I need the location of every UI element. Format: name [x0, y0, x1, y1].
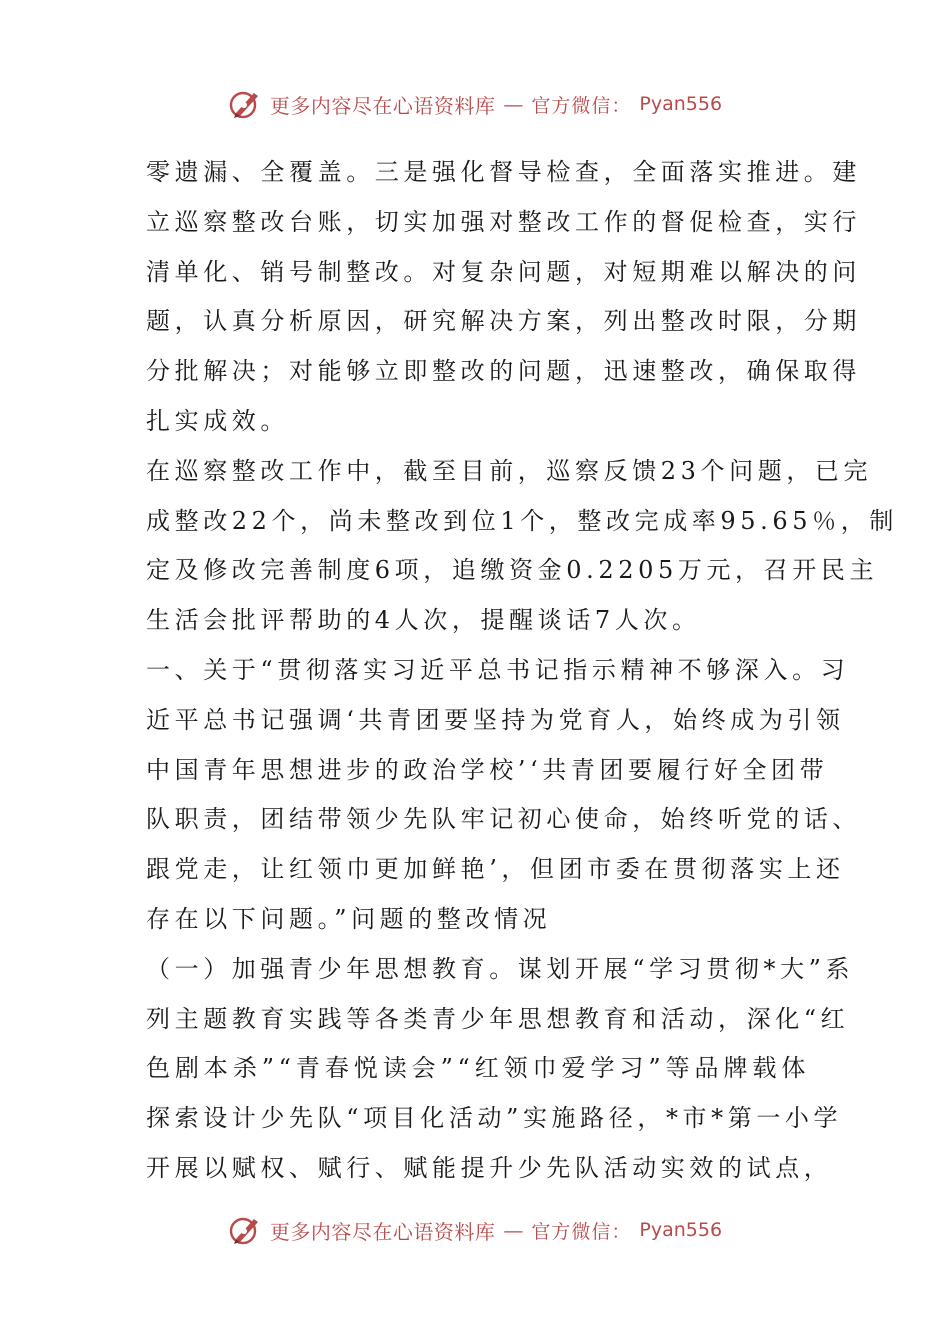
pen-logo-icon — [228, 87, 262, 121]
text-line: 生活会批评帮助的4人次，提醒谈话7人次。 — [146, 606, 701, 635]
text-line: 一、关于“贯彻落实习近平总书记指示精神不够深入。习 — [146, 655, 850, 684]
header-watermark — [0, 84, 950, 124]
watermark-dash: — — [503, 1218, 524, 1242]
text-line: 成整改22个，尚未整改到位1个，整改完成率95.65％，制 — [146, 506, 898, 535]
watermark-wechat-label: 官方微信： — [531, 94, 632, 117]
text-line: 色剧本杀”“青春悦读会”“红领巾爱学习”等品牌载体 — [146, 1054, 810, 1083]
text-line: 中国青年思想进步的政治学校’‘共青团要履行好全团带 — [146, 755, 829, 784]
watermark-wechat-label: 官方微信： — [531, 1220, 632, 1243]
text-line: 在巡察整改工作中，截至目前，巡察反馈23个问题，已完 — [146, 456, 873, 485]
text-line: 列主题教育实践等各类青少年思想教育和活动，深化“红 — [146, 1004, 850, 1033]
text-line: 近平总书记强调‘共青团要坚持为党育人，始终成为引领 — [146, 705, 845, 734]
text-line: 跟党走，让红领巾更加鲜艳’，但团市委在贯彻落实上还 — [146, 855, 845, 884]
watermark-wechat-id: Pyan556 — [639, 93, 723, 115]
text-line: 清单化、销号制整改。对复杂问题，对短期难以解决的问 — [146, 257, 861, 286]
document-body — [146, 148, 898, 1194]
text-line: （一）加强青少年思想教育。谋划开展“学习贯彻*大”系 — [146, 954, 855, 983]
text-line: 立巡察整改台账，切实加强对整改工作的督促检查，实行 — [146, 207, 861, 236]
watermark-dash: — — [503, 92, 524, 116]
pen-logo-icon — [228, 1213, 262, 1247]
watermark-wechat-id: Pyan556 — [639, 1219, 723, 1241]
watermark-site-text: 更多内容尽在心语资料库 — [269, 93, 496, 118]
text-line: 分批解决；对能够立即整改的问题，迅速整改，确保取得 — [146, 357, 861, 386]
text-line: 扎实成效。 — [146, 406, 289, 435]
text-line: 探索设计少先队“项目化活动”实施路径，*市*第一小学 — [146, 1104, 843, 1133]
watermark-site-text: 更多内容尽在心语资料库 — [269, 1219, 496, 1244]
text-line: 零遗漏、全覆盖。三是强化督导检查，全面落实推进。建 — [146, 158, 861, 186]
text-line: 定及修改完善制度6项，追缴资金0.2205万元，召开民主 — [146, 556, 879, 585]
text-line: 题，认真分析原因，研究解决方案，列出整改时限，分期 — [146, 307, 861, 336]
text-line: 开展以赋权、赋行、赋能提升少先队活动实效的试点， — [146, 1153, 833, 1182]
text-line: 存在以下问题。”问题的整改情况 — [146, 904, 552, 933]
text-line: 队职责，团结带领少先队牢记初心使命，始终听党的话、 — [146, 805, 861, 834]
footer-watermark — [0, 1210, 950, 1250]
